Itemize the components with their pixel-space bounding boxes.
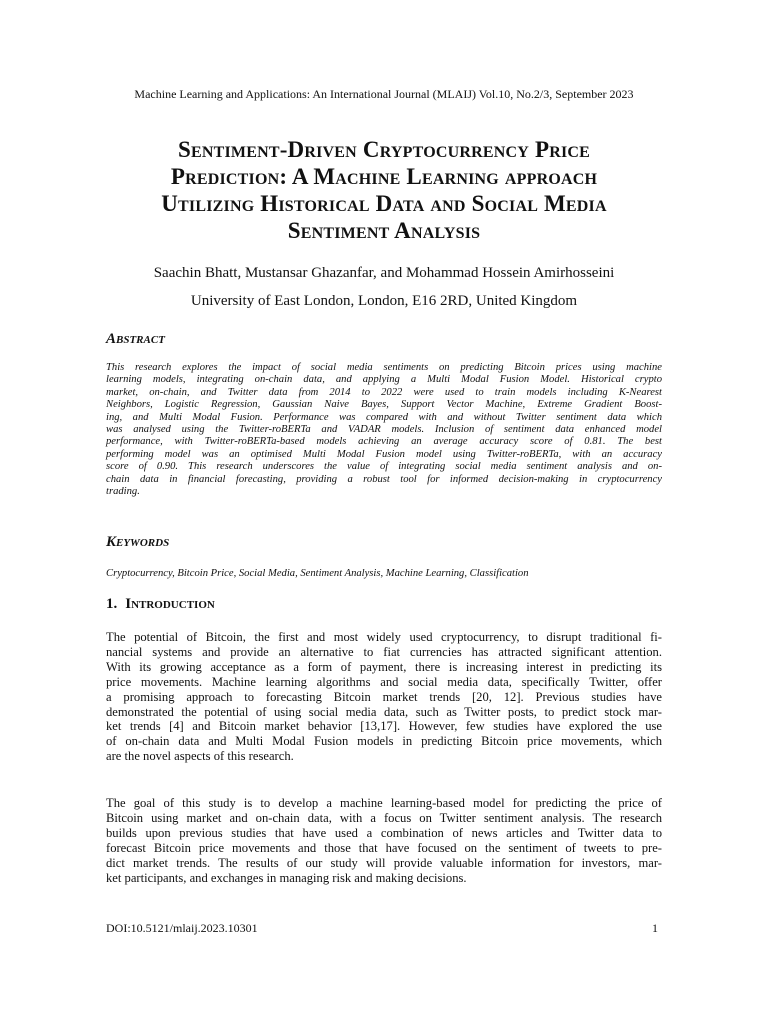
title-line: Sentiment Analysis [287,218,481,243]
paragraph-line: of on-chain data and Multi Modal Fusion models in predicting Bitcoin price movements, which [106,734,662,749]
abstract-line: Neighbors, Logistic Regression, Gaussian Naive Bayes, Support Vector Machine, Extreme Gradient Boost- [106,399,662,411]
abstract-line: This research explores the impact of social media sentiments on predicting Bitcoin prices using machine [106,362,662,373]
paragraph-line: forecast Bitcoin price movements and those that have focused on the sentiment of tweets to pre- [106,840,662,855]
page-number: 1 [652,921,658,935]
title-line: Utilizing Historical Data and Social Media [161,191,607,216]
paper-title [60,136,708,244]
author-list: Saachin Bhatt, Mustansar Ghazanfar, and Mohammad Hossein Amirhosseini [153,265,615,281]
abstract-line: score of 0.90. This research underscores the value of integrating social media sentiment analysis and on- [106,461,662,473]
abstract-line: learning models, integrating on-chain data, and applying a Multi Modal Fusion Model. Historical crypto [106,374,662,386]
paragraph-line: With its growing acceptance as a form of payment, there is increasing interest in predicting its [106,659,662,674]
keywords-heading: Keywords [106,534,170,550]
paragraph-line: The potential of Bitcoin, the first and most widely used cryptocurrency, to disrupt traditional fi- [106,630,662,644]
abstract-line: performing model was an optimised Multi Modal Fusion model using Twitter-roBERTa, with an accuracy [106,448,662,460]
title-line: Sentiment-Driven Cryptocurrency Price [177,137,591,162]
paragraph-line: a promising approach to forecasting Bitcoin market trends [20, 12]. Previous studies have [106,689,662,704]
section-title: Introduction [125,596,215,612]
paragraph-line: demonstrated the potential of using social media data, such as Twitter posts, to predict stock mar- [106,704,662,719]
abstract-line: chain data in financial forecasting, providing a robust tool for informed decision-making in cryptocurrency [106,473,662,485]
paragraph-line: The goal of this study is to develop a machine learning-based model for predicting the price of [106,796,662,810]
paragraph-line: builds upon previous studies that have used a combination of news articles and Twitter data to [106,825,662,840]
paragraph-line: ket participants, and exchanges in managing risk and making decisions. [106,870,467,885]
paragraph-line: price movements. Machine learning algorithms and social media data, specifically Twitter, offer [106,674,662,689]
abstract-line: ing, and Multi Modal Fusion. Performance was compared with and without Twitter sentiment data which [106,411,662,423]
abstract-heading: Abstract [106,331,165,347]
introduction-paragraph-1 [106,630,662,764]
introduction-heading [106,596,215,613]
paragraph-line: dict market trends. The results of our study will provide valuable information for investors, mar- [106,855,662,870]
paragraph-line: Bitcoin using market and on-chain data, with a focus on Twitter sentiment analysis. The research [106,810,662,825]
affiliation: University of East London, London, E16 2RD, United Kingdom [190,293,578,309]
doi-footer: DOI:10.5121/mlaij.2023.10301 [106,921,258,935]
abstract-line: market, on-chain, and Twitter data from 2014 to 2022 were used to train models including K-Nearest [106,386,662,398]
title-line: Prediction: A Machine Learning approach [170,164,598,189]
abstract-line: was analysed using the Twitter-roBERTa and VADAR models. Inclusion of sentiment data enhanced model [106,424,662,436]
paragraph-line: ket trends [4] and Bitcoin market behavior [13,17]. However, few studies have explored the use [106,719,662,734]
keywords-text: Cryptocurrency, Bitcoin Price, Social Media, Sentiment Analysis, Machine Learning, Classification [106,568,529,579]
journal-header: Machine Learning and Applications: An International Journal (MLAIJ) Vol.10, No.2/3, September 2023 [134,87,634,101]
abstract-text [106,362,662,498]
abstract-line: performance, with Twitter-roBERTa-based models achieving an average accuracy score of 0.81. The best [106,436,662,448]
paragraph-line: are the novel aspects of this research. [106,749,294,764]
section-number: 1. [106,596,118,612]
abstract-line: trading. [106,486,140,498]
introduction-paragraph-2 [106,796,662,885]
paragraph-line: nancial systems and provide an alternative to fiat currencies has attracted significant attention. [106,644,662,659]
